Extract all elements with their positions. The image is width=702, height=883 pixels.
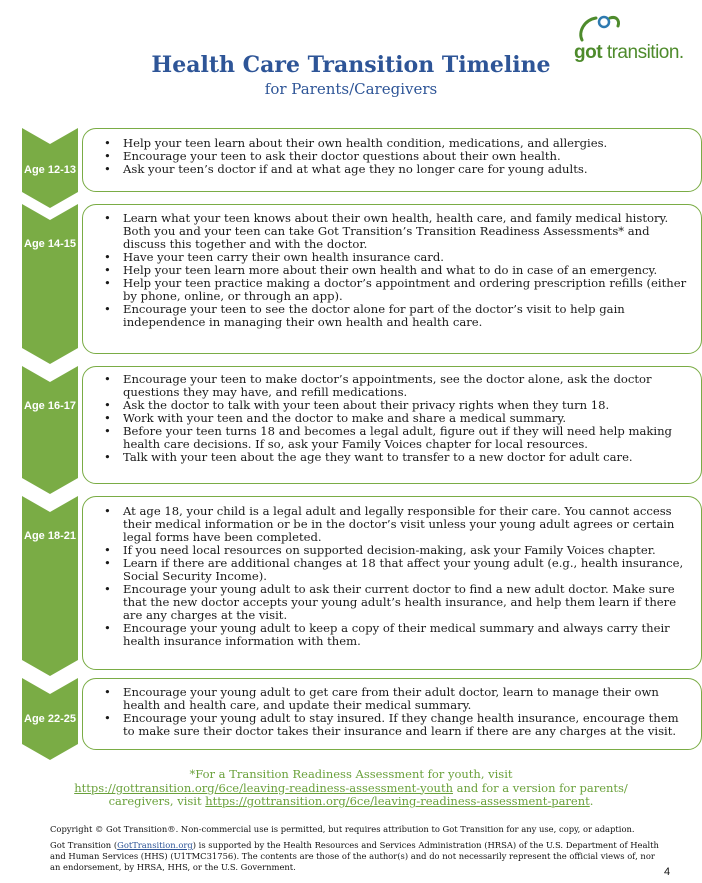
logo-swoosh-icon [574,12,674,46]
list-item: • Work with your teen and the doctor to make and share a medical summary. [123,412,691,425]
list-item: • Encourage your teen to make doctor’s appointments, see the doctor alone, ask the doctor questions they may have, and refill medications. [123,373,691,399]
age-label: Age 16-17 [24,400,76,412]
logo-wordmark: got transition. [574,42,684,63]
list-item: • Help your teen practice making a doctor’s appointment and ordering prescription refills (either by phone, online, or through an app). [123,277,691,303]
list-item: • Ask your teen’s doctor if and at what age they no longer care for young adults. [123,163,691,176]
timeline-box [82,496,702,670]
copyright-notice: Copyright © Got Transition®. Non-commercial use is permitted, but requires attribution to Got Transition for any use, copy, or adaption. [50,824,635,834]
age-label: Age 12-13 [24,164,76,176]
list-item: • Ask the doctor to talk with your teen about their privacy rights when they turn 18. [123,399,691,412]
timeline-box [82,678,702,750]
funding-statement: Got Transition (GotTransition.org) is supported by the Health Resources and Services Administration (HRSA) of the U.S. Department of Health and Human Services (HHS) (U1TMC31756). The contents are those of the author(s) and do not necessarily represent the official views of, nor an endorsement, by HRSA, HHS, or the U.S. Government. [50,840,659,872]
page-subtitle: for Parents/Caregivers [264,80,438,98]
list-item: • Help your teen learn about their own health condition, medications, and allergies. [123,137,691,150]
page-number: 4 [664,866,671,878]
timeline-row-16-17 [22,366,702,494]
got-transition-link[interactable]: GotTransition.org [117,840,193,850]
timeline-box [82,128,702,192]
bullet-list [83,505,701,648]
bullet-list [83,373,701,464]
page-title: Health Care Transition Timeline [151,52,551,78]
bullet-list [83,137,701,176]
list-item: • Encourage your young adult to get care from their adult doctor, learn to manage their own health and health care, and update their medical summary. [123,686,691,712]
chevron-arrow-icon [22,204,78,364]
age-label: Age 14-15 [24,238,76,250]
age-label: Age 18-21 [24,530,76,542]
age-label: Age 22-25 [24,713,76,725]
list-item: • If you need local resources on supported decision-making, ask your Family Voices chapter. [123,544,691,557]
bullet-list [83,212,701,329]
chevron-arrow-icon [22,496,78,676]
list-item: • At age 18, your child is a legal adult and legally responsible for their care. You cannot access their medical information or be in the doctor’s visit unless your young adult agrees or certain legal forms have been completed. [123,505,691,544]
timeline-row-14-15 [22,204,702,364]
chevron-arrow-icon [22,366,78,494]
list-item: • Encourage your young adult to keep a copy of their medical summary and always carry their health insurance information with them. [123,622,691,648]
timeline-row-18-21 [22,496,702,676]
list-item: • Encourage your teen to ask their doctor questions about their own health. [123,150,691,163]
list-item: • Encourage your teen to see the doctor alone for part of the doctor’s visit to help gain independence in managing their own health and health care. [123,303,691,329]
list-item: • Talk with your teen about the age they want to transfer to a new doctor for adult care. [123,451,691,464]
list-item: • Learn if there are additional changes at 18 that affect your young adult (e.g., health insurance, Social Security Income). [123,557,691,583]
list-item: • Learn what your teen knows about their own health, health care, and family medical history. Both you and your teen can take Got Transition’s Transition Readiness Assessments* and discuss this together and with the doctor. [123,212,691,251]
timeline-box [82,366,702,484]
list-item: • Encourage your young adult to stay insured. If they change health insurance, encourage them to make sure their doctor takes their insurance and learn if there are any charges at the visit. [123,712,691,738]
parent-assessment-link[interactable]: https://gottransition.org/6ce/leaving-readiness-assessment-parent [205,794,590,808]
list-item: • Help your teen learn more about their own health and what to do in case of an emergency. [123,264,691,277]
timeline-row-12-13 [22,128,702,208]
list-item: • Have your teen carry their own health insurance card. [123,251,691,264]
bullet-list [83,686,701,738]
assessment-footnote: *For a Transition Readiness Assessment for youth, visit https://gottransition.org/6ce/leaving-readiness-assessment-youth and for a version for parents/ caregivers, visit https://gottransition.org/6ce/leaving-readiness-assessment-parent. [74,767,628,808]
timeline-row-22-25 [22,678,702,760]
list-item: • Encourage your young adult to ask their current doctor to find a new adult doctor. Make sure that the new doctor accepts your young adult’s health insurance, and help them learn if there are any charges at the visit. [123,583,691,622]
list-item: • Before your teen turns 18 and becomes a legal adult, figure out if they will need help making health care decisions. If so, ask your Family Voices chapter for local resources. [123,425,691,451]
timeline-box [82,204,702,354]
youth-assessment-link[interactable]: https://gottransition.org/6ce/leaving-readiness-assessment-youth [74,780,453,795]
